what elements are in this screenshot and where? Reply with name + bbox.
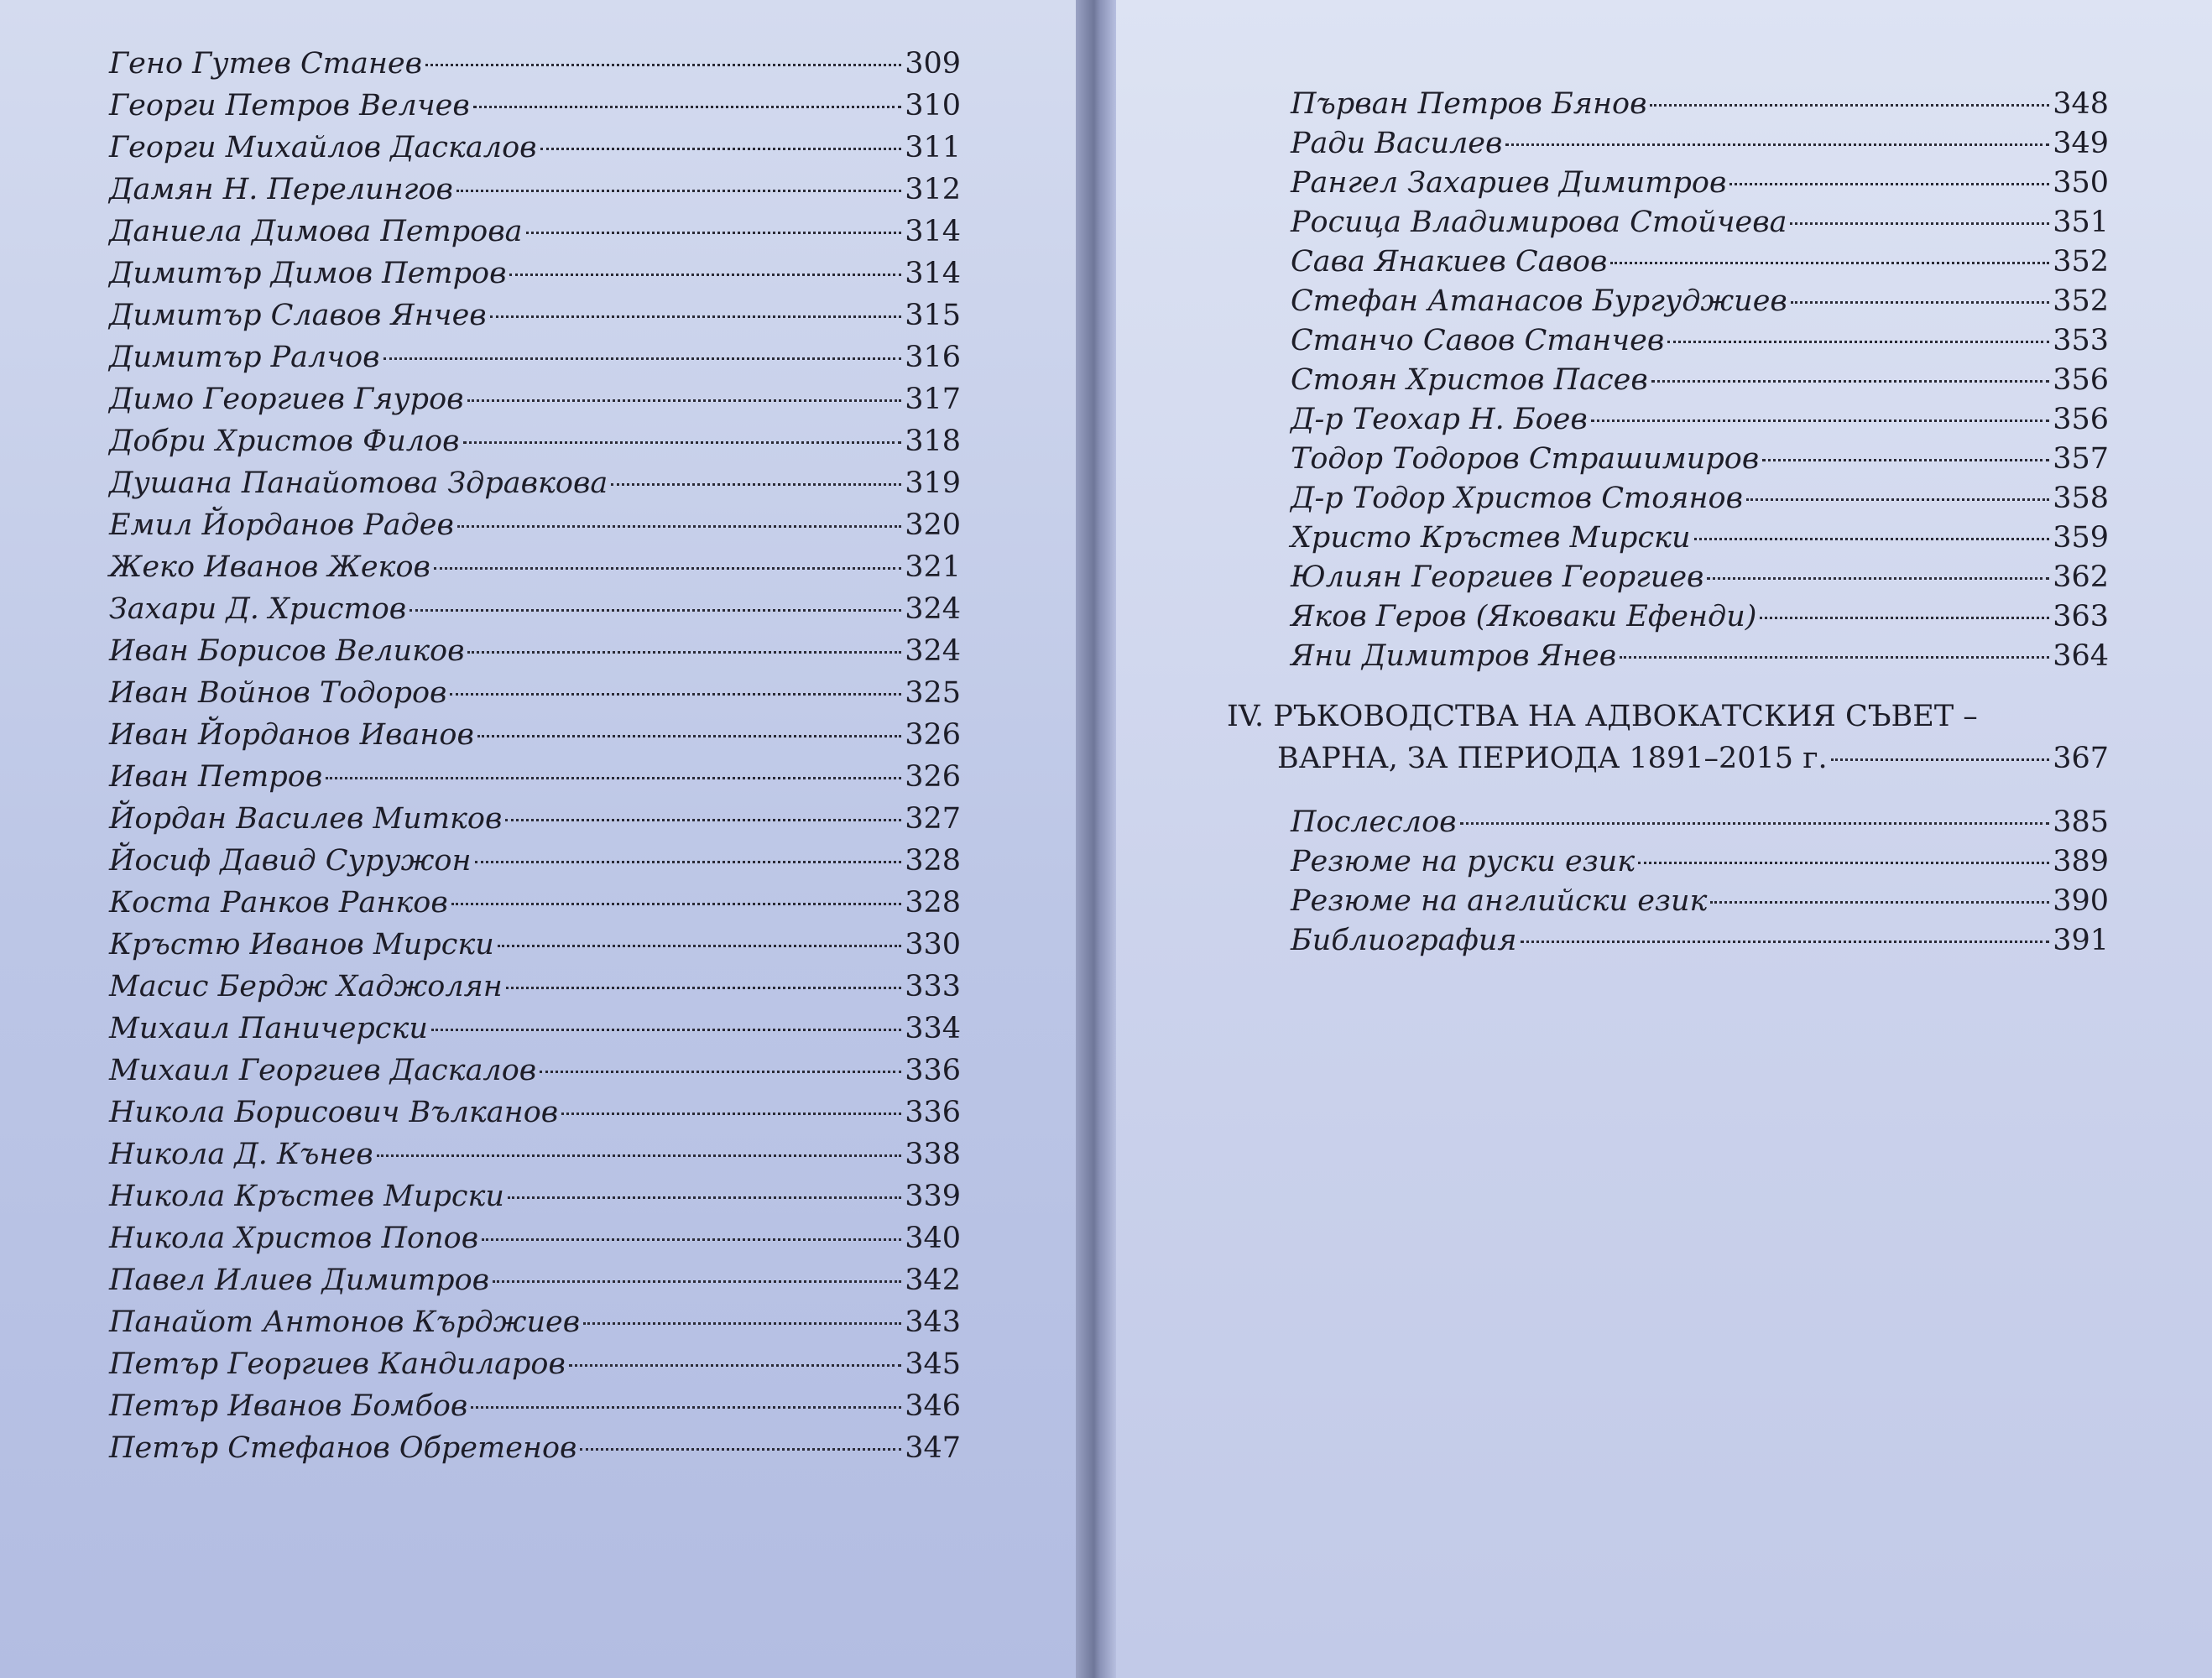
toc-entry-page-number: 317 [905, 383, 961, 416]
dot-leader [508, 1196, 901, 1199]
dot-leader [482, 1238, 901, 1241]
toc-entry-title: Д-р Теохар Н. Боев [1291, 403, 1588, 436]
toc-entry-page-number: 343 [905, 1305, 961, 1339]
toc-entry [109, 215, 961, 257]
toc-entry [109, 1180, 961, 1222]
toc-entry [1291, 521, 2109, 560]
toc-entry-page-number: 315 [905, 299, 961, 332]
toc-entry-title: Михаил Георгиев Даскалов [109, 1054, 537, 1087]
toc-entry-title: Димитър Славов Янчев [109, 299, 487, 332]
toc-entry-page-number: 348 [2053, 87, 2109, 121]
toc-entry [1291, 845, 2109, 884]
toc-entry-title: Михаил Паничерски [109, 1012, 428, 1045]
dot-leader [580, 1448, 901, 1451]
toc-entry-page-number: 318 [905, 425, 961, 458]
toc-entry-page-number: 358 [2053, 482, 2109, 515]
toc-entry-title: Никола Христов Попов [109, 1222, 479, 1255]
section-page-number: 367 [2053, 742, 2109, 775]
toc-entry-title: Сава Янакиев Савов [1291, 245, 1608, 279]
toc-entry-title: Димитър Ралчов [109, 341, 380, 374]
left-toc-list [109, 47, 961, 1473]
dot-leader [477, 735, 901, 737]
toc-entry-title: Росица Владимирова Стойчева [1291, 206, 1787, 239]
dot-leader [540, 148, 902, 150]
toc-entry-title: Йосиф Давид Суружон [109, 844, 472, 878]
toc-entry [109, 1305, 961, 1347]
toc-entry [1291, 924, 2109, 963]
toc-entry [1291, 403, 2109, 442]
toc-entry [109, 299, 961, 341]
toc-entry [109, 383, 961, 425]
toc-entry [109, 550, 961, 592]
dot-leader [569, 1364, 901, 1367]
toc-entry-page-number: 327 [905, 802, 961, 836]
toc-entry [109, 970, 961, 1012]
toc-entry-title: Иван Петров [109, 760, 323, 794]
toc-entry-title: Иван Войнов Тодоров [109, 676, 447, 710]
toc-entry [1291, 363, 2109, 403]
toc-entry-title: Даниела Димова Петрова [109, 215, 523, 248]
dot-leader [383, 357, 902, 360]
toc-entry-page-number: 326 [905, 760, 961, 794]
toc-entry-page-number: 333 [905, 970, 961, 1003]
toc-entry [109, 257, 961, 299]
toc-entry-title: Тодор Тодоров Страшимиров [1291, 442, 1760, 476]
toc-entry-page-number: 385 [2053, 805, 2109, 839]
toc-entry-title: Кръстю Иванов Мирски [109, 928, 494, 961]
dot-leader [1831, 758, 2050, 761]
toc-entry-title: Послеслов [1291, 805, 1457, 839]
toc-entry-title: Димитър Димов Петров [109, 257, 507, 290]
toc-entry-page-number: 321 [905, 550, 961, 584]
dot-leader [434, 567, 901, 570]
toc-entry-title: Жеко Иванов Жеков [109, 550, 430, 584]
toc-entry-title: Петър Иванов Бомбов [109, 1389, 468, 1423]
back-matter-toc-list [1291, 805, 2109, 963]
toc-entry-title: Стоян Христов Пасев [1291, 363, 1648, 397]
dot-leader [506, 987, 901, 989]
toc-entry [109, 844, 961, 886]
toc-entry [1291, 639, 2109, 679]
toc-entry-page-number: 347 [905, 1431, 961, 1465]
toc-entry-page-number: 352 [2053, 245, 2109, 279]
toc-entry [109, 425, 961, 466]
toc-entry-title: Яков Геров (Яковаки Ефенди) [1291, 600, 1757, 633]
dot-leader [425, 64, 901, 66]
dot-leader [1667, 341, 2049, 343]
toc-entry-page-number: 363 [2053, 600, 2109, 633]
book-gutter [1076, 0, 1116, 1678]
toc-entry-page-number: 390 [2053, 884, 2109, 918]
dot-leader [1651, 380, 2049, 383]
toc-entry-page-number: 345 [905, 1347, 961, 1381]
toc-entry-title: Панайот Антонов Кърджиев [109, 1305, 581, 1339]
toc-entry-page-number: 389 [2053, 845, 2109, 878]
dot-leader [467, 651, 901, 654]
toc-entry-title: Иван Борисов Великов [109, 634, 465, 668]
dot-leader [493, 1280, 901, 1283]
toc-entry [109, 1347, 961, 1389]
toc-entry-page-number: 338 [905, 1138, 961, 1171]
dot-leader [475, 861, 902, 863]
toc-entry [1291, 482, 2109, 521]
toc-entry-page-number: 328 [905, 886, 961, 920]
toc-entry-page-number: 316 [905, 341, 961, 374]
toc-entry-title: Никола Кръстев Мирски [109, 1180, 504, 1213]
toc-entry-title: Павел Илиев Димитров [109, 1264, 490, 1297]
dot-leader [1760, 617, 2049, 619]
toc-entry-page-number: 319 [905, 466, 961, 500]
toc-entry-title: Иван Йорданов Иванов [109, 718, 474, 752]
toc-entry-page-number: 340 [905, 1222, 961, 1255]
toc-entry [1291, 245, 2109, 284]
section-heading-line2: ВАРНА, ЗА ПЕРИОДА 1891–2015 г. [1277, 742, 1828, 775]
toc-entry-title: Дамян Н. Перелингов [109, 173, 453, 206]
toc-entry-title: Петър Георгиев Кандиларов [109, 1347, 566, 1381]
toc-entry-page-number: 336 [905, 1096, 961, 1129]
dot-leader [505, 819, 901, 821]
toc-entry-page-number: 330 [905, 928, 961, 961]
dot-leader [326, 777, 901, 779]
toc-entry-page-number: 349 [2053, 127, 2109, 160]
toc-entry [109, 928, 961, 970]
toc-entry [1291, 206, 2109, 245]
toc-entry-title: Никола Борисович Вълканов [109, 1096, 559, 1129]
dot-leader [1762, 459, 2049, 461]
toc-entry-page-number: 351 [2053, 206, 2109, 239]
toc-entry-page-number: 314 [905, 215, 961, 248]
toc-entry-page-number: 359 [2053, 521, 2109, 555]
toc-entry-page-number: 346 [905, 1389, 961, 1423]
dot-leader [526, 232, 902, 234]
dot-leader [473, 106, 901, 108]
toc-entry [109, 886, 961, 928]
toc-entry [109, 173, 961, 215]
toc-entry [109, 592, 961, 634]
dot-leader [1638, 862, 2049, 864]
toc-entry [109, 1222, 961, 1264]
toc-entry [109, 760, 961, 802]
dot-leader [1505, 143, 2049, 146]
toc-entry-title: Коста Ранков Ранков [109, 886, 448, 920]
toc-entry-page-number: 314 [905, 257, 961, 290]
toc-entry [1291, 127, 2109, 166]
toc-entry [109, 131, 961, 173]
toc-entry [109, 47, 961, 89]
dot-leader [1620, 656, 2049, 659]
dot-leader [1521, 941, 2050, 943]
dot-leader [1710, 901, 2049, 904]
toc-entry-title: Масис Бердж Хаджолян [109, 970, 503, 1003]
toc-entry-page-number: 328 [905, 844, 961, 878]
dot-leader [498, 945, 901, 947]
dot-leader [1790, 222, 2049, 225]
toc-entry-page-number: 362 [2053, 560, 2109, 594]
dot-leader [509, 274, 901, 276]
toc-entry-title: Захари Д. Христов [109, 592, 407, 626]
toc-entry [109, 1389, 961, 1431]
dot-leader [451, 903, 901, 905]
toc-entry-page-number: 352 [2053, 284, 2109, 318]
toc-entry [1291, 87, 2109, 127]
toc-entry [1291, 560, 2109, 600]
toc-entry [1291, 600, 2109, 639]
toc-entry-title: Рангел Захариев Димитров [1291, 166, 1727, 200]
toc-entry-page-number: 336 [905, 1054, 961, 1087]
toc-entry-page-number: 353 [2053, 324, 2109, 357]
toc-entry [1291, 442, 2109, 482]
toc-entry [109, 718, 961, 760]
toc-entry-title: Петър Стефанов Обретенов [109, 1431, 577, 1465]
toc-entry [109, 802, 961, 844]
toc-entry-page-number: 350 [2053, 166, 2109, 200]
dot-leader [1791, 301, 2049, 304]
toc-entry-title: Ради Василев [1291, 127, 1503, 160]
toc-entry-page-number: 326 [905, 718, 961, 752]
toc-entry-title: Йордан Василев Митков [109, 802, 503, 836]
toc-entry-page-number: 364 [2053, 639, 2109, 673]
toc-entry-title: Резюме на руски език [1291, 845, 1636, 878]
section-heading-line2-row [1227, 742, 2109, 784]
dot-leader [463, 441, 902, 444]
toc-entry-page-number: 342 [905, 1264, 961, 1297]
toc-entry [109, 634, 961, 676]
right-toc-list [1291, 87, 2109, 679]
dot-leader [1650, 104, 2049, 107]
toc-entry-title: Гено Гутев Станев [109, 47, 422, 81]
dot-leader [611, 483, 901, 486]
toc-entry-page-number: 324 [905, 592, 961, 626]
toc-entry-title: Яни Димитров Янев [1291, 639, 1617, 673]
toc-entry [109, 1431, 961, 1473]
toc-entry-title: Първан Петров Бянов [1291, 87, 1647, 121]
dot-leader [377, 1154, 902, 1157]
dot-leader [1707, 577, 2049, 580]
toc-entry [109, 676, 961, 718]
toc-entry-title: Душана Панайотова Здравкова [109, 466, 608, 500]
dot-leader [457, 525, 901, 528]
toc-entry-title: Димо Георгиев Гяуров [109, 383, 464, 416]
toc-entry-page-number: 309 [905, 47, 961, 81]
dot-leader [1460, 822, 2050, 825]
toc-entry [109, 341, 961, 383]
dot-leader [1591, 420, 2049, 422]
dot-leader [450, 693, 901, 696]
toc-entry [109, 1264, 961, 1305]
toc-entry-title: Георги Михайлов Даскалов [109, 131, 537, 164]
toc-entry-title: Емил Йорданов Радев [109, 508, 454, 542]
toc-entry [1291, 884, 2109, 924]
toc-entry [109, 466, 961, 508]
toc-entry-page-number: 312 [905, 173, 961, 206]
toc-entry [109, 1054, 961, 1096]
toc-entry-title: Юлиян Георгиев Георгиев [1291, 560, 1704, 594]
toc-entry [109, 89, 961, 131]
dot-leader [471, 1406, 901, 1409]
dot-leader [561, 1113, 901, 1115]
dot-leader [1729, 183, 2049, 185]
dot-leader [583, 1322, 901, 1325]
toc-entry [1291, 284, 2109, 324]
toc-entry-page-number: 324 [905, 634, 961, 668]
toc-entry-title: Д-р Тодор Христов Стоянов [1291, 482, 1743, 515]
toc-entry-title: Никола Д. Кънев [109, 1138, 373, 1171]
dot-leader [431, 1029, 901, 1031]
toc-entry [109, 1096, 961, 1138]
dot-leader [1746, 498, 2049, 501]
toc-entry-page-number: 357 [2053, 442, 2109, 476]
toc-entry-title: Станчо Савов Станчев [1291, 324, 1665, 357]
dot-leader [456, 190, 901, 192]
toc-entry [1291, 324, 2109, 363]
toc-entry [109, 1138, 961, 1180]
toc-entry-page-number: 334 [905, 1012, 961, 1045]
dot-leader [490, 315, 902, 318]
toc-entry [1291, 805, 2109, 845]
dot-leader [410, 609, 901, 612]
toc-entry-title: Христо Кръстев Мирски [1291, 521, 1691, 555]
toc-entry-page-number: 339 [905, 1180, 961, 1213]
toc-entry-title: Георги Петров Велчев [109, 89, 470, 122]
toc-entry-page-number: 391 [2053, 924, 2109, 957]
section-heading [1227, 700, 2109, 784]
toc-entry [109, 508, 961, 550]
section-heading-line1: IV. РЪКОВОДСТВА НА АДВОКАТСКИЯ СЪВЕТ – [1227, 700, 1978, 733]
toc-entry-title: Резюме на английски език [1291, 884, 1708, 918]
dot-leader [1694, 538, 2050, 540]
toc-entry-title: Стефан Атанасов Бургуджиев [1291, 284, 1787, 318]
toc-entry-title: Библиография [1291, 924, 1517, 957]
toc-entry-page-number: 325 [905, 676, 961, 710]
toc-entry-page-number: 311 [905, 131, 961, 164]
toc-entry-page-number: 356 [2053, 403, 2109, 436]
dot-leader [467, 399, 902, 402]
dot-leader [1610, 262, 2049, 264]
toc-entry-title: Добри Христов Филов [109, 425, 460, 458]
dot-leader [540, 1071, 901, 1073]
toc-entry-page-number: 320 [905, 508, 961, 542]
toc-entry [1291, 166, 2109, 206]
toc-entry [109, 1012, 961, 1054]
toc-entry-page-number: 356 [2053, 363, 2109, 397]
toc-entry-page-number: 310 [905, 89, 961, 122]
